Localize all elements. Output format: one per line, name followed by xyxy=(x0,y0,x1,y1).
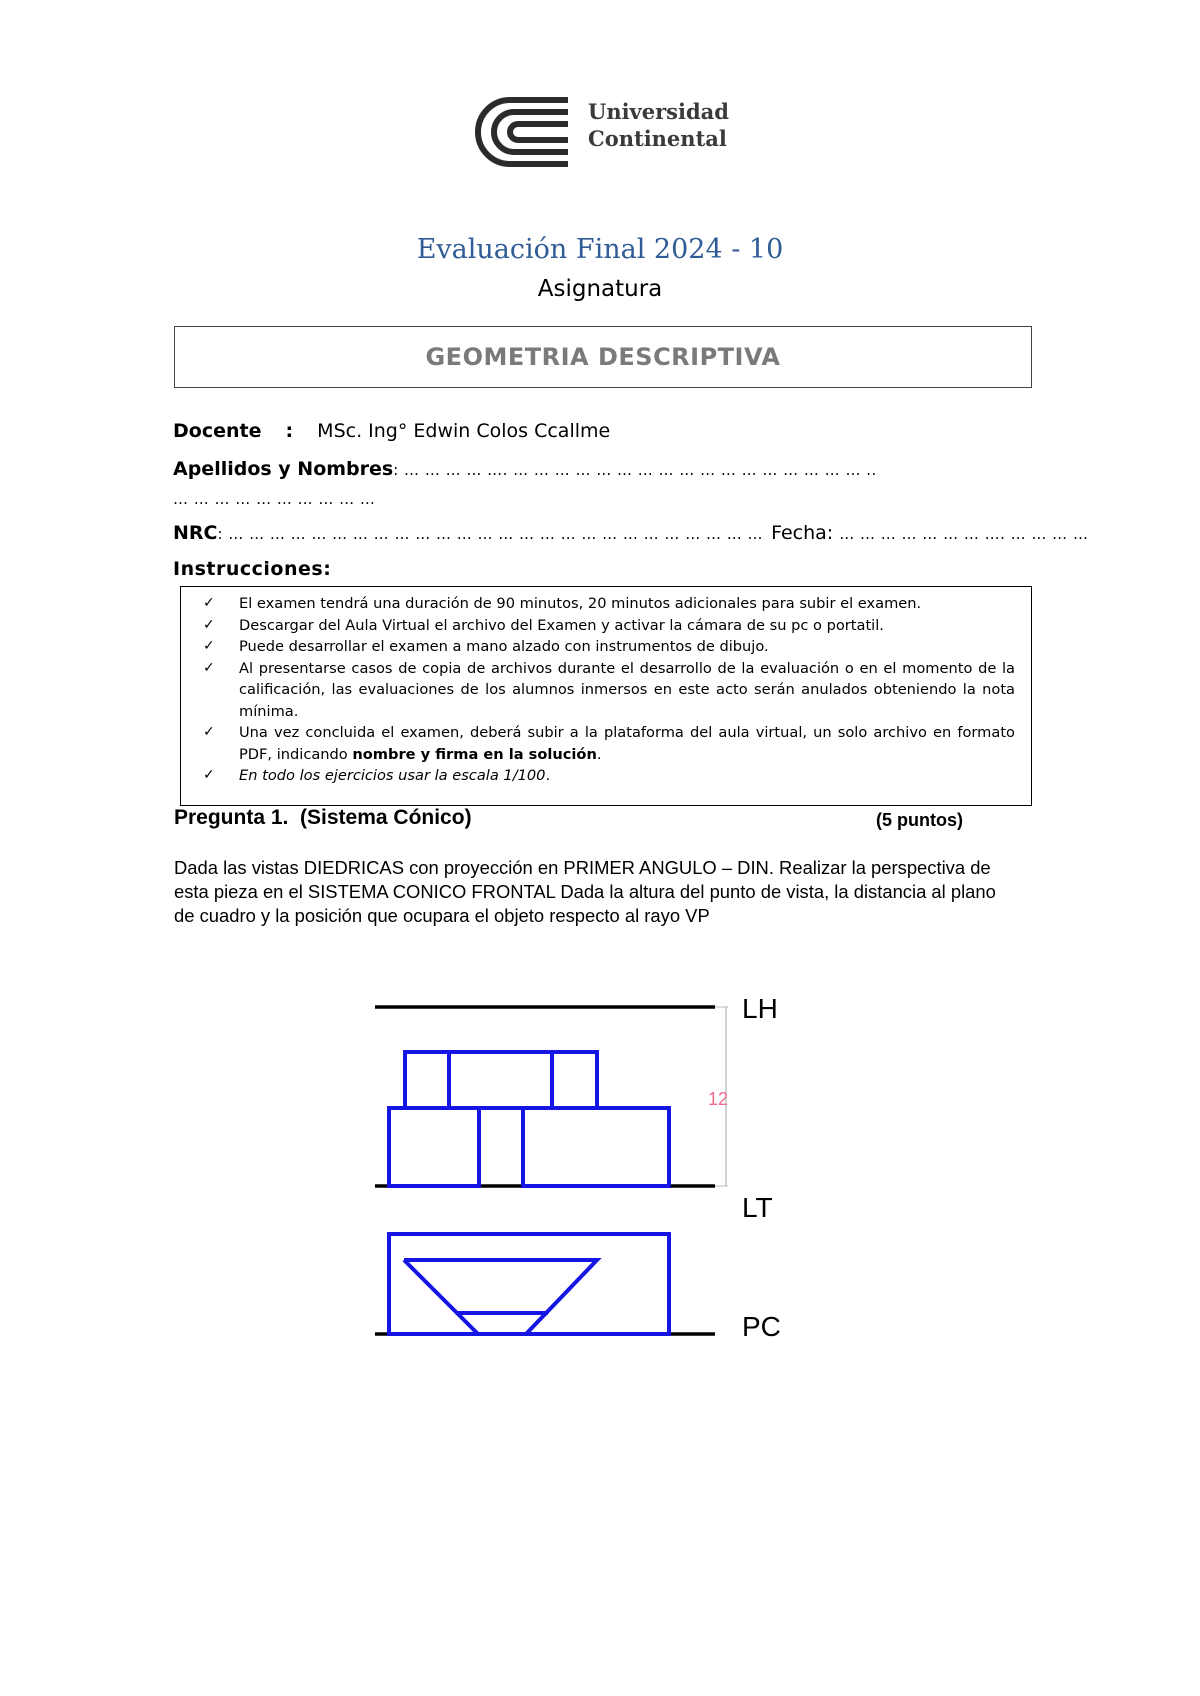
nrc-dots: : … … … … … … … … … … … … … … … … … … … … … … … … … … xyxy=(217,525,764,543)
check-icon: ✓ xyxy=(203,724,215,740)
apellidos-label: Apellidos y Nombres xyxy=(173,458,394,480)
check-icon: ✓ xyxy=(203,638,215,654)
instruction-italic: En todo los ejercicios usar la escala 1/100 xyxy=(239,767,546,784)
logo-text xyxy=(588,98,729,152)
docente-separator: : xyxy=(285,420,294,442)
instruction-end: . xyxy=(545,767,551,784)
label-pc: PC xyxy=(742,1311,781,1342)
fecha-label: Fecha: xyxy=(771,522,834,544)
subject-name: GEOMETRIA DESCRIPTIVA xyxy=(425,343,781,371)
instruction-item xyxy=(203,636,1015,658)
logo-line-1: Universidad xyxy=(588,99,729,124)
instruction-text: Descargar del Aula Virtual el archivo del Examen y activar la cámara de su pc o portatil. xyxy=(239,616,884,634)
nrc-label: NRC xyxy=(173,522,218,544)
nrc-row xyxy=(173,522,1088,544)
instructions-title: Instrucciones: xyxy=(173,558,332,580)
reference-lines xyxy=(375,1007,715,1334)
instruction-text: Al presentarse casos de copia de archivos durante el desarrollo de la evaluación o en el momento de la calificación, las evaluaciones de los alumnos inmersos en este acto serán anulados obteniendo la nota mínima. xyxy=(239,659,1015,720)
instruction-item xyxy=(203,722,1015,765)
check-icon: ✓ xyxy=(203,659,215,676)
front-view xyxy=(389,1052,669,1186)
label-lt: LT xyxy=(742,1192,773,1223)
apellidos-dots: : … … … … …. … … … … … … … … … … … … … … … … … .. xyxy=(393,461,877,479)
question-title: Pregunta 1. (Sistema Cónico) xyxy=(174,806,472,829)
check-icon: ✓ xyxy=(203,595,215,611)
top-view xyxy=(389,1234,669,1334)
instruction-text: El examen tendrá una duración de 90 minutos, 20 minutos adicionales para subir el examen. xyxy=(239,595,922,612)
instructions-list xyxy=(203,593,1015,787)
docente-value: MSc. Ing° Edwin Colos Ccallme xyxy=(317,420,611,442)
instruction-item xyxy=(203,615,1015,637)
instruction-bold: nombre y firma en la solución xyxy=(352,745,597,763)
check-icon: ✓ xyxy=(203,767,215,783)
docente-label: Docente xyxy=(173,420,262,442)
label-lh: LH xyxy=(742,993,778,1024)
check-icon: ✓ xyxy=(203,616,215,633)
subject-box xyxy=(174,326,1032,388)
instructions-box xyxy=(180,586,1032,806)
question-points: (5 puntos) xyxy=(876,810,963,830)
instruction-text: Una vez concluida el examen, deberá subir a la plataforma del aula virtual, un solo archivo en formato PDF, indicando xyxy=(239,724,1015,763)
instruction-end: . xyxy=(596,745,602,763)
instruction-item xyxy=(203,593,1015,615)
apellidos-row xyxy=(173,458,877,480)
fecha-dots: … … … … … … … …. … … … … xyxy=(839,525,1089,543)
subject-label: Asignatura xyxy=(537,276,663,302)
question-text: Dada las vistas DIEDRICAS con proyección en PRIMER ANGULO – DIN. Realizar la perspectiva de esta pieza en el SISTEMA CONICO FRONTAL Dada la altura del punto de vista, la distancia al plano de cuadro y la posición que ocupara el objeto respecto al rayo VP xyxy=(174,857,996,926)
logo-line-2: Continental xyxy=(588,126,727,151)
instruction-item xyxy=(203,658,1015,723)
page-title: Evaluación Final 2024 - 10 xyxy=(416,234,784,265)
instruction-item xyxy=(203,765,1015,787)
dimension-label: 12 xyxy=(708,1089,729,1109)
diedric-views-drawing xyxy=(360,960,820,1350)
apellidos-dots-2: … … … … … … … … … … xyxy=(173,490,376,508)
docente-row xyxy=(173,420,610,442)
instruction-text: Puede desarrollar el examen a mano alzado con instrumentos de dibujo. xyxy=(239,638,769,655)
